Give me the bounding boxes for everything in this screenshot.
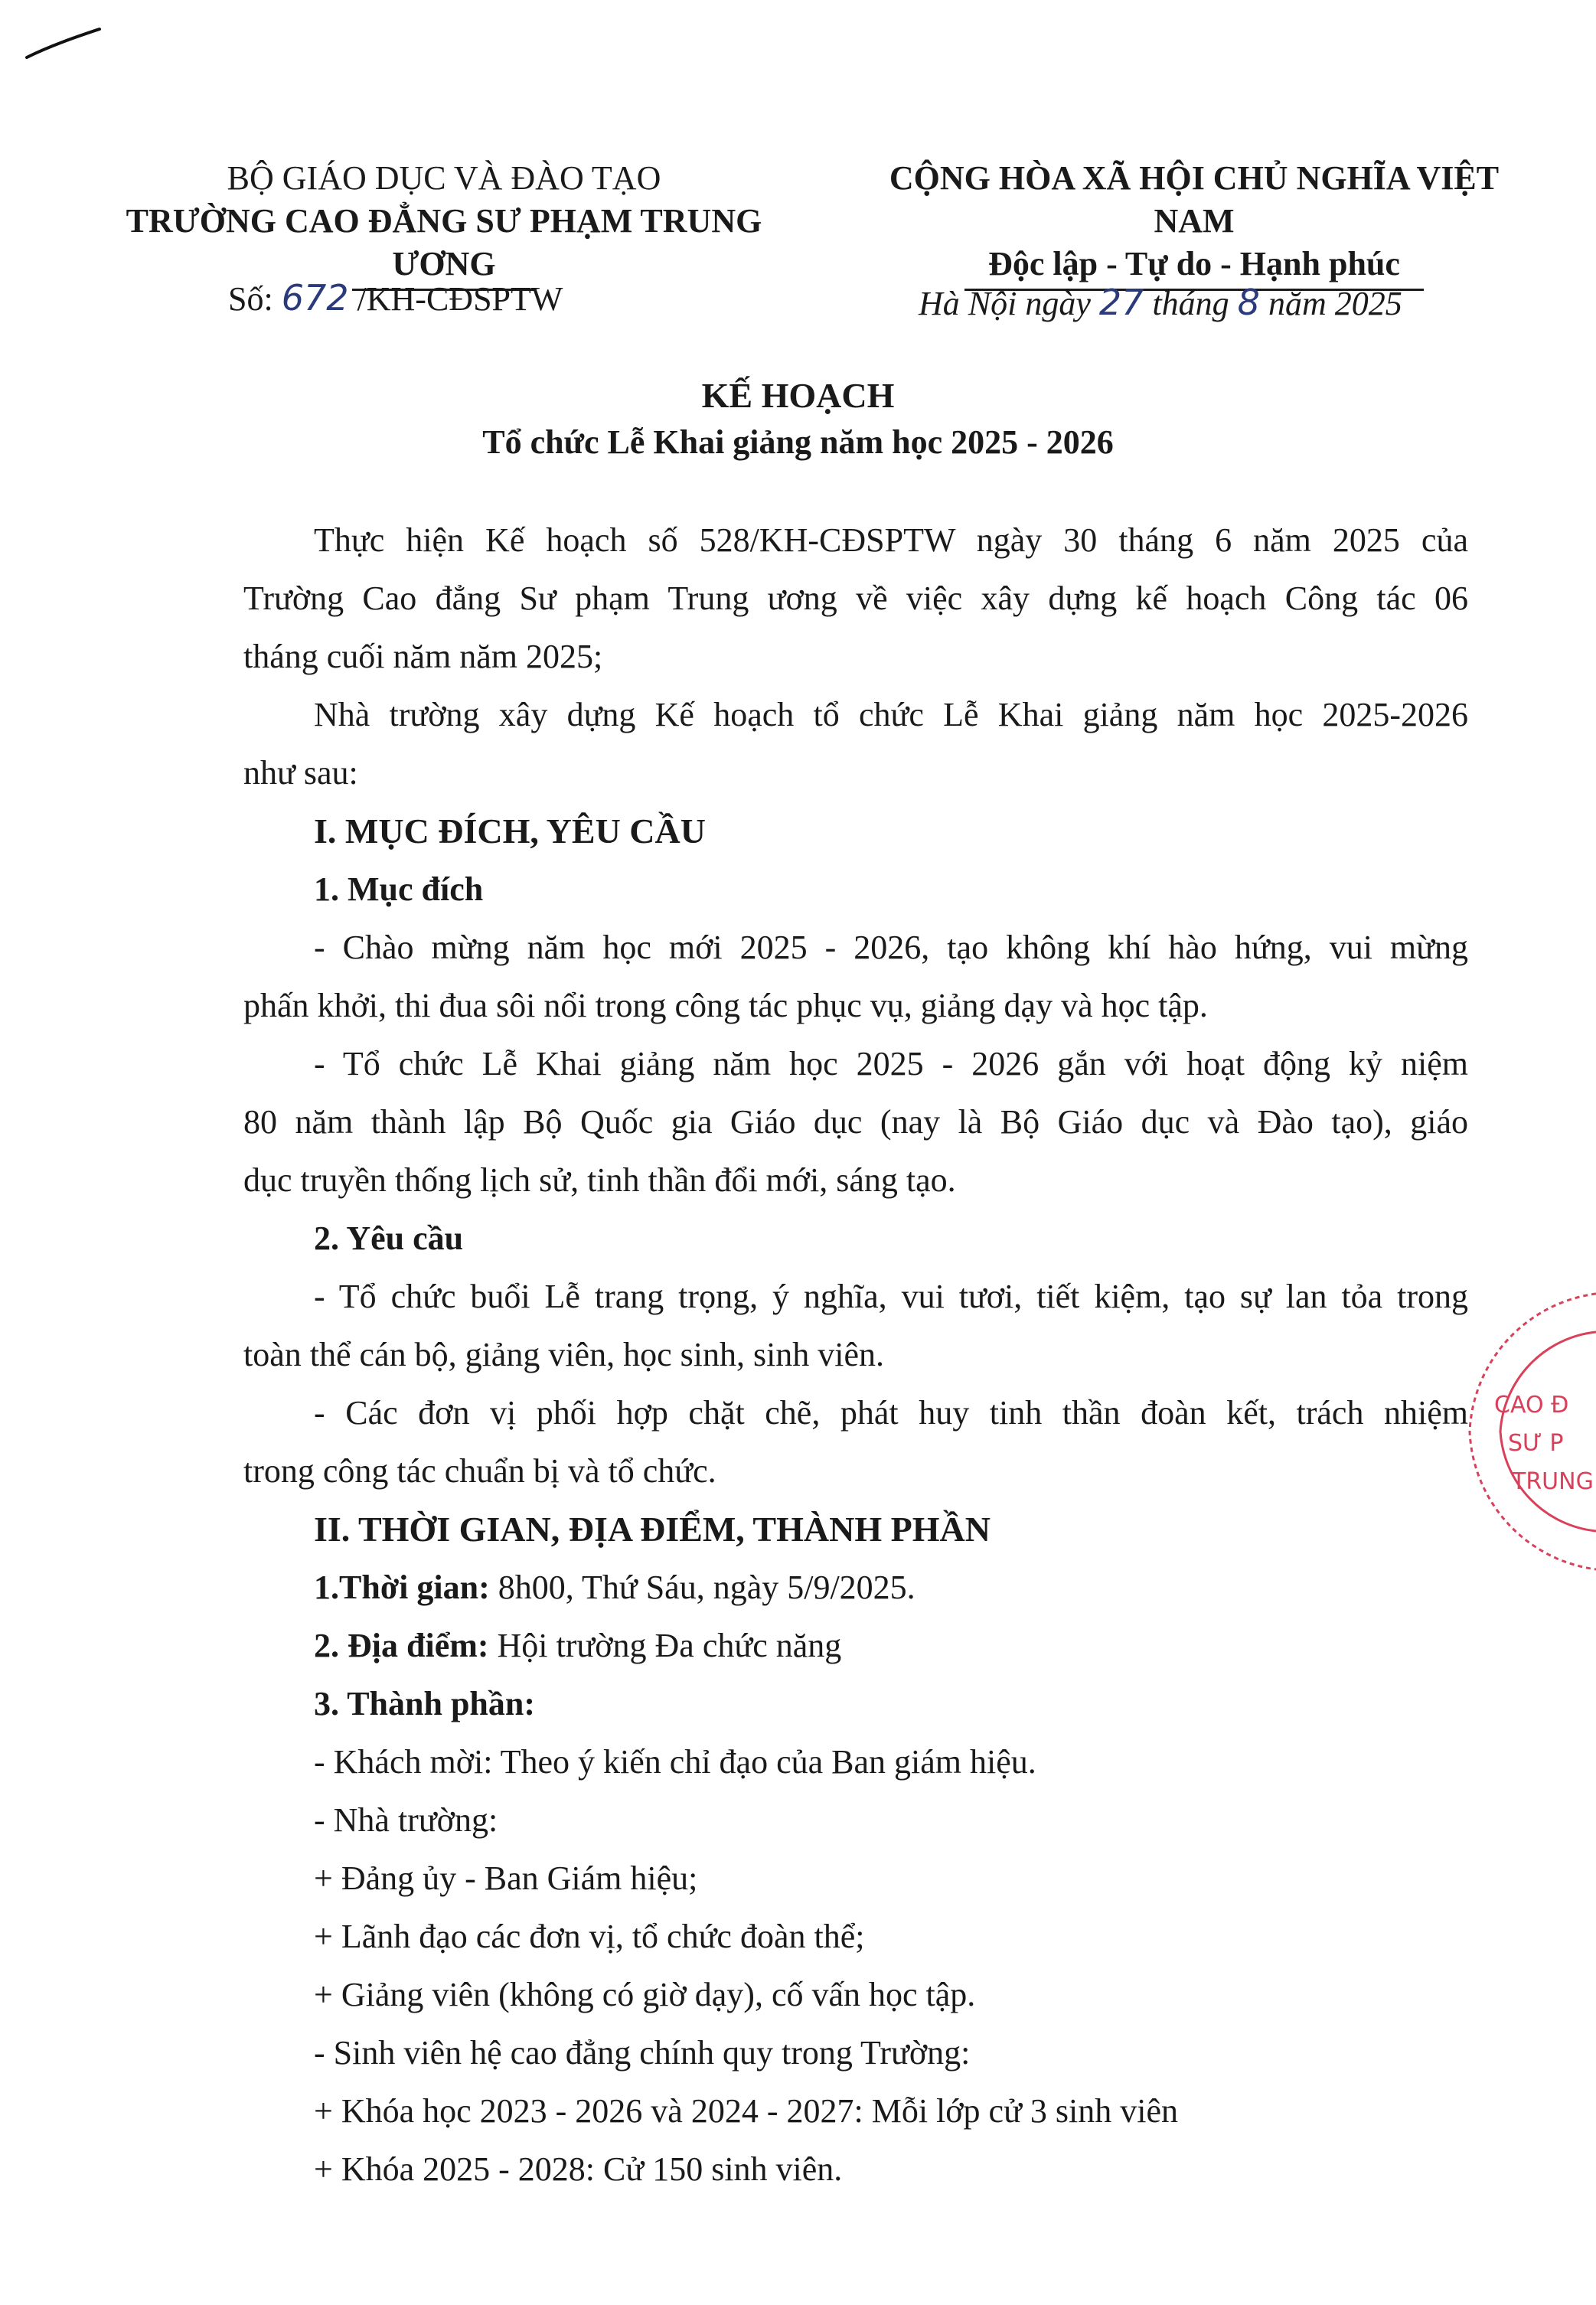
participant-line: - Nhà trường: (314, 1801, 498, 1839)
date-month-word: tháng (1152, 285, 1229, 322)
time-value: 8h00, Thứ Sáu, ngày 5/9/2025. (498, 1569, 915, 1606)
paragraph-line: phấn khởi, thi đua sôi nổi trong công tác phục vụ, giảng dạy và học tập. (243, 987, 1208, 1024)
header-left (100, 157, 788, 291)
paragraph-line: toàn thể cán bộ, giảng viên, học sinh, sinh viên. (243, 1336, 885, 1373)
stamp-text-line: TRUNG (1512, 1468, 1594, 1495)
school-name: TRƯỜNG CAO ĐẲNG SƯ PHẠM TRUNG ƯƠNG (126, 202, 762, 282)
date-line (919, 282, 1402, 323)
time-line (243, 1559, 1468, 1617)
participant-line: + Giảng viên (không có giờ dạy), cố vấn học tập. (314, 1976, 976, 2013)
national-motto: Độc lập - Tự do - Hạnh phúc (988, 245, 1400, 282)
header-right (857, 157, 1531, 291)
paragraph-line: 80 năm thành lập Bộ Quốc gia Giáo dục (nay là Bộ Giáo dục và Đào tạo), giáo (243, 1103, 1468, 1141)
place-line (243, 1617, 1468, 1675)
date-day-handwritten: 27 (1098, 282, 1144, 323)
paragraph-line: - Tổ chức buổi Lễ trang trọng, ý nghĩa, vui tươi, tiết kiệm, tạo sự lan tỏa trong (314, 1278, 1468, 1315)
section-heading: II. THỜI GIAN, ĐỊA ĐIỂM, THÀNH PHẦN (314, 1510, 991, 1549)
participant-line: + Khóa 2025 - 2028: Cử 150 sinh viên. (314, 2150, 843, 2188)
paragraph-line: tháng cuối năm năm 2025; (243, 638, 603, 675)
red-seal-stamp (1454, 1286, 1596, 1592)
place-label: 2. Địa điểm: (314, 1627, 489, 1664)
participants-heading: 3. Thành phần: (314, 1685, 536, 1722)
participant-line: - Khách mời: Theo ý kiến chỉ đạo của Ban giám hiệu. (314, 1743, 1036, 1781)
participant-line: + Lãnh đạo các đơn vị, tổ chức đoàn thể; (314, 1918, 865, 1955)
doc-number-handwritten: 672 (281, 277, 349, 318)
paragraph-line: - Chào mừng năm học mới 2025 - 2026, tạo không khí hào hứng, vui mừng (314, 929, 1468, 966)
doc-number-suffix: /KH-CĐSPTW (357, 280, 563, 318)
paragraph-line: dục truyền thống lịch sử, tinh thần đổi mới, sáng tạo. (243, 1161, 956, 1199)
participant-line: - Sinh viên hệ cao đẳng chính quy trong Trường: (314, 2034, 971, 2072)
document-body (243, 511, 1468, 2199)
document-subtitle: Tổ chức Lễ Khai giảng năm học 2025 - 2026 (482, 423, 1114, 461)
paragraph-line: Thực hiện Kế hoạch số 528/KH-CĐSPTW ngày 30 tháng 6 năm 2025 của (314, 521, 1468, 559)
document-title: KẾ HOẠCH (701, 376, 895, 415)
participant-line: + Khóa học 2023 - 2026 và 2024 - 2027: Mỗi lớp cử 3 sinh viên (314, 2092, 1179, 2130)
paragraph-line: - Tổ chức Lễ Khai giảng năm học 2025 - 2026 gắn với hoạt động kỷ niệm (314, 1045, 1468, 1082)
place-value: Hội trường Đa chức năng (497, 1627, 842, 1664)
subsection-heading: 1. Mục đích (314, 870, 484, 908)
participant-line: + Đảng ủy - Ban Giám hiệu; (314, 1859, 698, 1897)
stamp-text-line: CAO Đ (1494, 1392, 1569, 1419)
stamp-text-line: SƯ P (1508, 1430, 1564, 1457)
date-place: Hà Nội ngày (919, 285, 1091, 322)
paragraph-line: trong công tác chuẩn bị và tổ chức. (243, 1452, 716, 1490)
time-label: 1.Thời gian: (314, 1569, 490, 1606)
paragraph-line: Trường Cao đẳng Sư phạm Trung ương về việc xây dựng kế hoạch Công tác 06 (243, 580, 1468, 617)
date-month-handwritten: 8 (1237, 282, 1260, 323)
date-year: năm 2025 (1268, 285, 1402, 322)
section-heading: I. MỤC ĐÍCH, YÊU CẦU (314, 811, 706, 850)
paragraph-line: - Các đơn vị phối hợp chặt chẽ, phát huy tinh thần đoàn kết, trách nhiệm (314, 1394, 1468, 1432)
doc-number-prefix: Số: (228, 280, 273, 318)
subsection-heading: 2. Yêu cầu (314, 1219, 464, 1257)
pen-stroke-mark (23, 23, 107, 69)
paragraph-line: Nhà trường xây dựng Kế hoạch tổ chức Lễ Khai giảng năm học 2025-2026 (314, 696, 1468, 733)
paragraph-line: như sau: (243, 754, 358, 792)
country-name: CỘNG HÒA XÃ HỘI CHỦ NGHĨA VIỆT NAM (889, 159, 1500, 240)
ministry-name: BỘ GIÁO DỤC VÀ ĐÀO TẠO (227, 159, 661, 197)
document-number (228, 277, 563, 318)
